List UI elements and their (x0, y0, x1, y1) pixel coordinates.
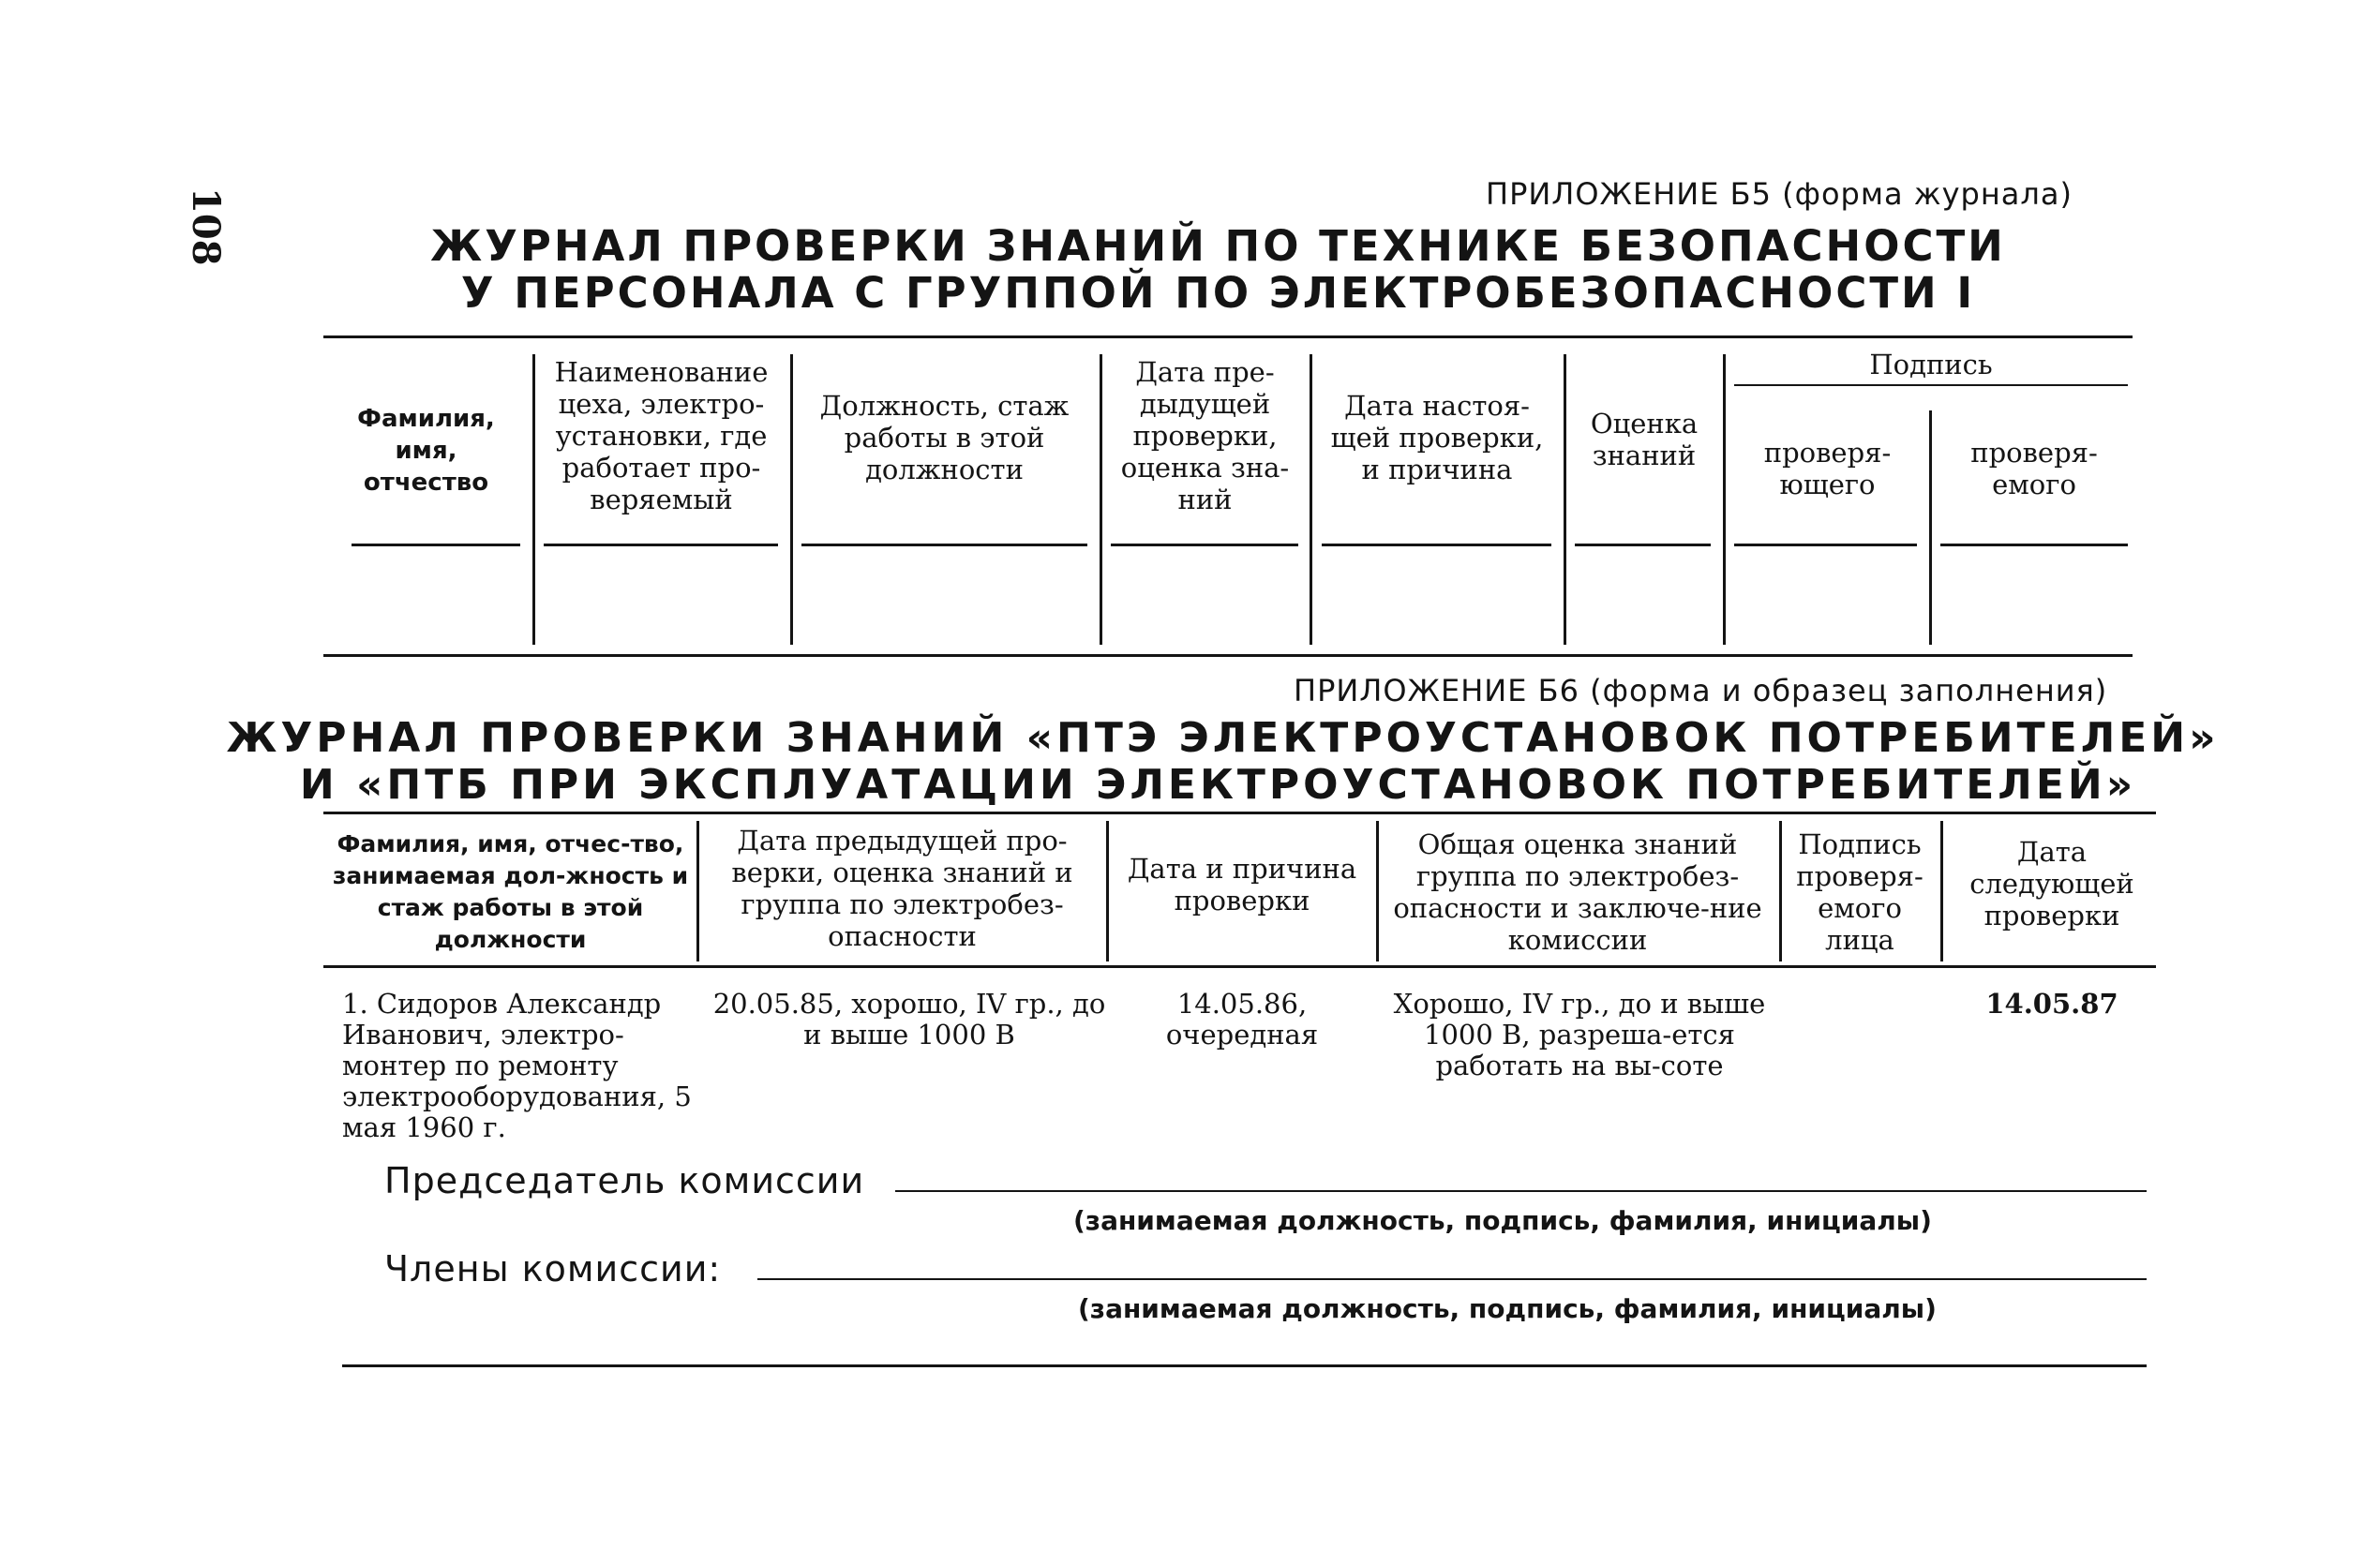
b5-col-sig-checked: проверя-емого (1970, 437, 2098, 500)
b5-header-rule (1322, 544, 1551, 546)
b5-col-position: Должность, стаж работы в этой должности (819, 390, 1070, 485)
appendix-b6-label: ПРИЛОЖЕНИЕ Б6 (форма и образец заполнения) (1294, 673, 2108, 708)
b5-col-name: Фамилия, имя, отчество (357, 405, 495, 497)
members-label: Члены комиссии: (384, 1248, 722, 1289)
b6-divider (1376, 821, 1379, 961)
b6-bottom-rule (342, 1364, 2147, 1367)
b6-divider (1779, 821, 1782, 961)
b5-header-rule (1734, 544, 1917, 546)
b6-title-line1: ЖУРНАЛ ПРОВЕРКИ ЗНАНИЙ «ПТЭ ЭЛЕКТРОУСТАНОВОК ПОТРЕБИТЕЛЕЙ» (226, 714, 2220, 762)
b5-col-workshop: Наименование цеха, электро-установки, где работает про-веряемый (554, 356, 769, 515)
b6-col-next-date: Дата следующей проверки (1969, 836, 2134, 931)
chairman-signature-line (895, 1190, 2147, 1192)
b5-divider (790, 354, 793, 645)
b6-row-next-date: 14.05.87 (1985, 988, 2118, 1020)
chairman-hint: (занимаемая должность, подпись, фамилия, инициалы) (1073, 1205, 1932, 1236)
b5-bottom-rule (323, 654, 2133, 657)
b5-divider (1723, 354, 1726, 645)
b6-col-assessment: Общая оценка знаний группа по электробез-опасности и заключе-ние комиссии (1393, 828, 1762, 956)
chairman-label: Председатель комиссии (384, 1160, 865, 1201)
b6-row-date-reason: 14.05.86, очередная (1165, 988, 1319, 1051)
page-number: 108 (184, 187, 228, 266)
b6-divider (1106, 821, 1109, 961)
b5-header-rule (352, 544, 520, 546)
b6-row-person: 1. Сидоров Александр Иванович, электро-монтер по ремонту электрооборудования, 5 мая 1960 г. (342, 988, 692, 1143)
b5-divider (532, 354, 535, 645)
b5-col-signature-group: Подпись (1869, 349, 1993, 380)
b5-col-sig-checker: проверя-ющего (1763, 437, 1892, 500)
b5-header-rule (1111, 544, 1298, 546)
b6-col-signature: Подпись проверя-емого лица (1796, 828, 1923, 956)
b6-row-assessment: Хорошо, IV гр., до и выше 1000 В, разреша-ется работать на вы-соте (1393, 988, 1766, 1081)
b5-signature-group-rule (1734, 384, 2128, 386)
b5-col-prev-check: Дата пре-дыдущей проверки, оценка зна-ний (1120, 356, 1290, 515)
b5-col-knowledge: Оценка знаний (1590, 408, 1699, 471)
b5-header-rule (544, 544, 778, 546)
b6-top-rule (323, 812, 2156, 814)
b6-divider (1940, 821, 1943, 961)
b5-header-rule (1940, 544, 2128, 546)
b5-col-current-check: Дата настоя-щей проверки, и причина (1330, 390, 1544, 485)
appendix-b5-label: ПРИЛОЖЕНИЕ Б5 (форма журнала) (1486, 176, 2073, 212)
b6-col-person: Фамилия, имя, отчес-тво, занимаемая дол-жность и стаж работы в этой должности (332, 830, 689, 953)
members-hint: (занимаемая должность, подпись, фамилия, инициалы) (1078, 1293, 1937, 1324)
b6-title-line2: И «ПТБ ПРИ ЭКСПЛУАТАЦИИ ЭЛЕКТРОУСТАНОВОК ПОТРЕБИТЕЛЕЙ» (299, 761, 2137, 809)
b5-divider (1929, 410, 1932, 645)
b5-header-rule (801, 544, 1087, 546)
b6-col-prev-check: Дата предыдущей про-верки, оценка знаний и группа по электробез-опасности (731, 825, 1073, 952)
b5-top-rule (323, 335, 2133, 338)
b5-divider (1310, 354, 1312, 645)
b5-divider (1564, 354, 1566, 645)
b5-title-line2: У ПЕРСОНАЛА С ГРУППОЙ ПО ЭЛЕКТРОБЕЗОПАСНОСТИ I (460, 268, 1976, 318)
b6-header-rule (323, 965, 2156, 968)
b5-header-rule (1575, 544, 1711, 546)
b6-row-prev-check: 20.05.85, хорошо, IV гр., до и выше 1000 В (712, 988, 1106, 1051)
b5-divider (1100, 354, 1102, 645)
b6-divider (696, 821, 699, 961)
b6-col-date-reason: Дата и причина проверки (1127, 853, 1357, 917)
b5-title-line1: ЖУРНАЛ ПРОВЕРКИ ЗНАНИЙ ПО ТЕХНИКЕ БЕЗОПАСНОСТИ (430, 221, 2006, 271)
members-signature-line (757, 1278, 2147, 1280)
